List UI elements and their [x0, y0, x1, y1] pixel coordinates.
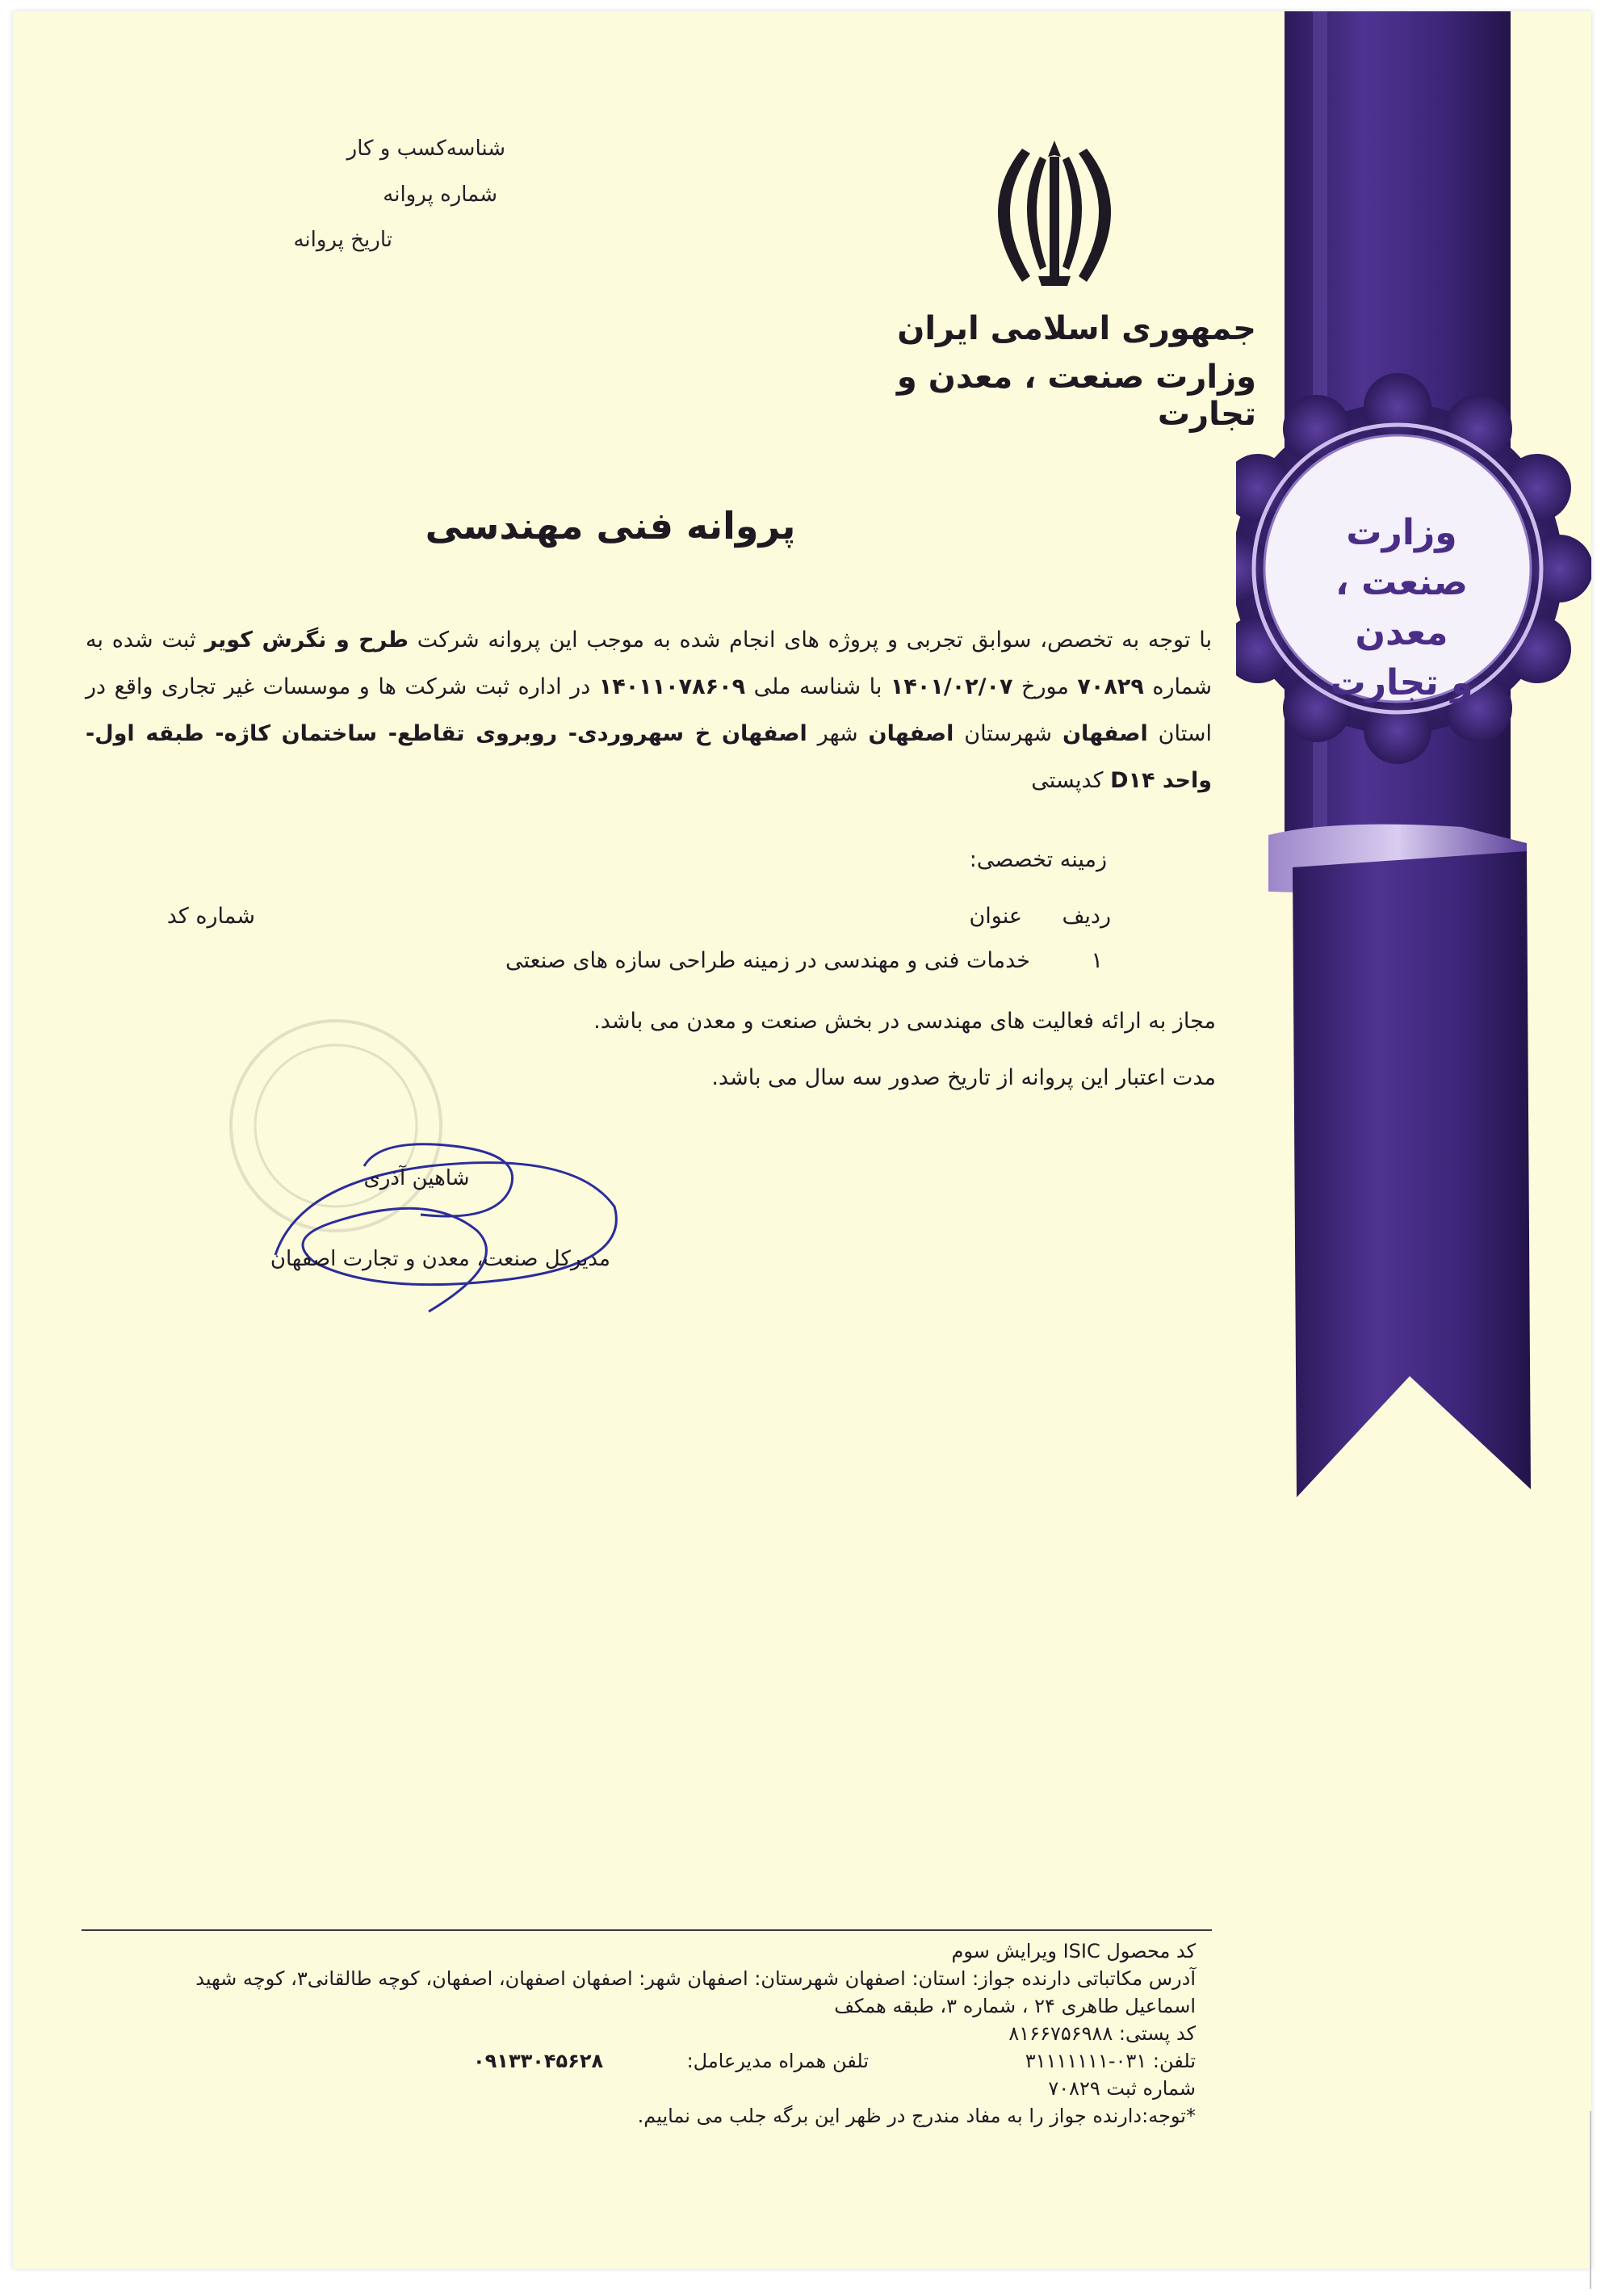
- business-id-label: شناسه‌کسب و کار: [346, 136, 505, 161]
- county: اصفهان: [868, 721, 954, 746]
- signer-position: مدیرکل صنعت، معدن و تجارت اصفهان: [270, 1247, 610, 1271]
- row-column-header: ردیف: [1062, 904, 1111, 929]
- ribbon-decoration: [1236, 11, 1591, 1546]
- license-document: [13, 11, 1591, 2269]
- registration-number: ۷۰۸۲۹: [1077, 674, 1144, 699]
- footer-ceo-phone: ۰۹۱۳۳۰۴۵۶۲۸: [473, 2050, 604, 2072]
- document-title: پروانه فنی مهندسی: [425, 504, 796, 548]
- permission-text: مجاز به ارائه فعالیت های مهندسی در بخش صنعت و معدن می باشد.: [593, 1009, 1216, 1034]
- company-address: اصفهان خ سهروردی- روبروی تقاطع- ساختمان کاژه- طبقه اول- واحد D۱۴: [86, 721, 1212, 793]
- signature-icon: [267, 1134, 639, 1328]
- scan-edge: [1590, 2111, 1591, 2289]
- table-row-title: خدمات فنی و مهندسی در زمینه طراحی سازه های صنعتی: [505, 948, 1030, 973]
- specialty-label: زمینه تخصصی:: [969, 847, 1107, 872]
- table-row-index: ۱: [1091, 948, 1103, 973]
- footer-phone: تلفن: ۰۳۱-۳۱۱۱۱۱۱۱: [1025, 2050, 1196, 2072]
- title-column-header: عنوان: [969, 904, 1022, 929]
- national-id: ۱۴۰۱۱۰۷۸۶۰۹: [598, 674, 746, 699]
- rosette-line1: وزارت: [1346, 512, 1457, 553]
- rosette-line3: و تجارت: [1330, 662, 1473, 703]
- code-column-header: شماره کد: [166, 904, 255, 929]
- company-name: طرح و نگرش کویر: [204, 628, 409, 653]
- footer-divider: [82, 1929, 1212, 1931]
- footer-ceo-phone-label: تلفن همراه مدیرعامل:: [686, 2050, 869, 2072]
- iran-emblem-icon: [966, 132, 1143, 294]
- ribbon-tail: [1293, 851, 1531, 1497]
- license-date-label: تاریخ پروانه: [293, 228, 392, 252]
- rosette-label: [1289, 508, 1515, 708]
- footer-postal-code: کد پستی: ۸۱۶۶۷۵۶۹۸۸: [1008, 2022, 1196, 2045]
- license-number-label: شماره پروانه: [383, 183, 497, 207]
- footer-note: *توجه:دارنده جواز را به مفاد مندرج در ظهر این برگه جلب می نماییم.: [637, 2105, 1196, 2127]
- signer-name: شاهین آذری: [363, 1166, 470, 1190]
- license-body-paragraph: با توجه به تخصص، سوابق تجربی و پروژه های انجام شده به موجب این پروانه شرکت طرح و نگرش کویر ثبت شده به شماره ۷۰۸۲۹ مورخ ۱۴۰۱/۰۲/۰۷ با شناسه ملی ۱۴۰۱۱۰۷۸۶۰۹ در اداره ثبت شرکت ها و موسسات غیر تجاری واقع در استان اصفهان شهرستان اصفهان شهر اصفهان خ سهروردی- روبروی تقاطع- ساختمان کاژه- طبقه اول- واحد D۱۴ کدپستی: [86, 628, 1213, 793]
- province: اصفهان: [1062, 721, 1148, 746]
- ministry-name: وزارت صنعت ، معدن و تجارت: [896, 359, 1256, 433]
- registration-date: ۱۴۰۱/۰۲/۰۷: [890, 674, 1013, 699]
- footer-address-line2: اسماعیل طاهری ۲۴ ، شماره ۳، طبقه همکف: [834, 1995, 1196, 2017]
- rosette-line2: صنعت ، معدن: [1335, 562, 1468, 653]
- footer-registration: شماره ثبت ۷۰۸۲۹: [1048, 2077, 1196, 2100]
- validity-text: مدت اعتبار این پروانه از تاریخ صدور سه سال می باشد.: [711, 1065, 1216, 1090]
- country-name: جمهوری اسلامی ایران: [897, 310, 1256, 347]
- footer-address-line1: آدرس مکاتباتی دارنده جواز: استان: اصفهان شهرستان: اصفهان شهر: اصفهان اصفهان، اصفهان، کوچه طالقانی۳، کوچه شهید: [195, 1967, 1196, 1990]
- footer-isic: کد محصول ISIC ویرایش سوم: [951, 1940, 1196, 1962]
